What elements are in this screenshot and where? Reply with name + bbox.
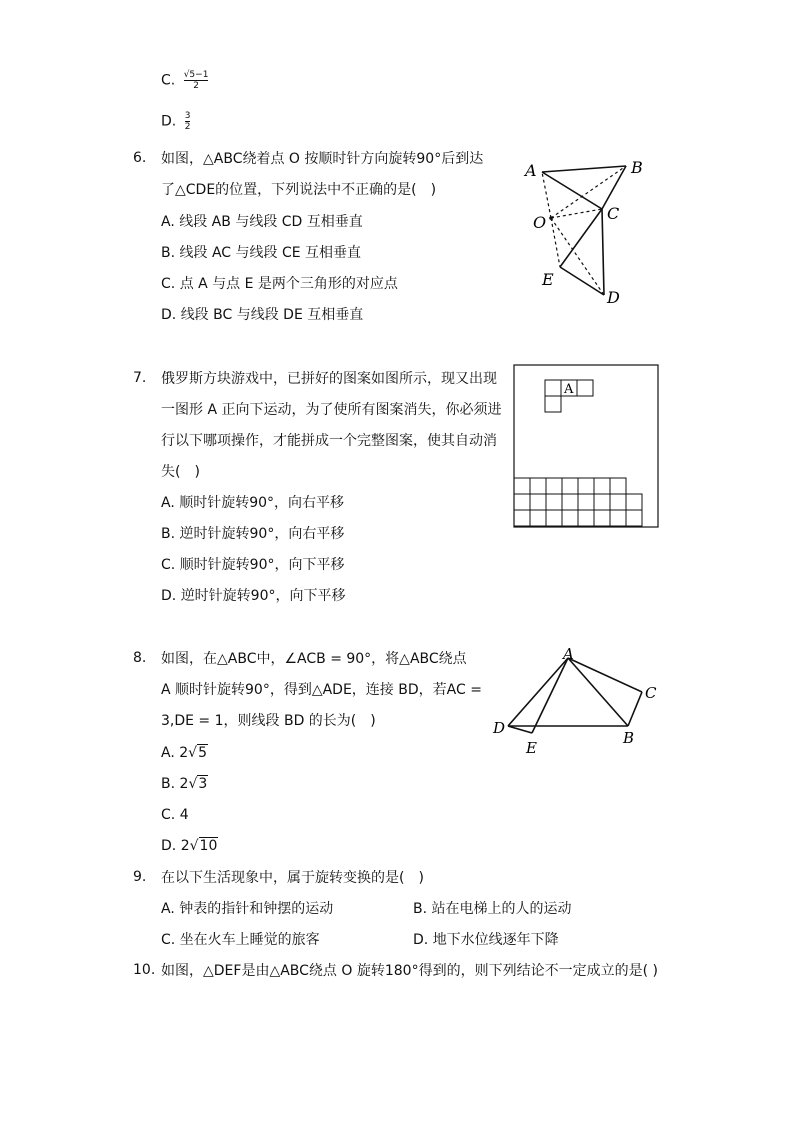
option-letter: C. — [161, 72, 176, 89]
q7-tetris-figure — [513, 364, 659, 528]
point-label: D — [607, 288, 620, 307]
question-stem: 如图，在△ABC中，∠ACB = 90°，将△ABC绕点 — [161, 651, 467, 667]
option-c[interactable]: C. 点 A 与点 E 是两个三角形的对应点 — [161, 276, 398, 292]
q6-rotation-figure — [515, 152, 655, 307]
point-label: B — [623, 729, 635, 747]
point-label: E — [526, 739, 537, 757]
point-label: O — [533, 213, 547, 232]
block-label: A — [564, 382, 574, 397]
option-d[interactable]: D. 线段 BC 与线段 DE 互相垂直 — [161, 307, 364, 323]
question-stem: 如图，△ABC绕着点 O 按顺时针方向旋转90°后到达 — [161, 151, 484, 167]
option-b[interactable]: B. 2√3 — [161, 776, 208, 792]
q5-option-c[interactable] — [161, 70, 208, 91]
fraction: $\frac{3}{2}$ — [184, 111, 191, 132]
option-d[interactable]: D. 2√10 — [161, 838, 218, 854]
fraction: $\frac{√5-1}{2}$ — [183, 70, 209, 91]
q8-rotation-figure — [490, 645, 665, 760]
option-c[interactable]: C. 坐在火车上睡觉的旅客 — [161, 932, 320, 948]
option-a[interactable]: A. 2√5 — [161, 745, 207, 761]
point-label: C — [645, 684, 657, 702]
question-stem: 失( ) — [161, 464, 200, 480]
option-a[interactable]: A. 线段 AB 与线段 CD 互相垂直 — [161, 214, 363, 230]
option-c[interactable]: C. 4 — [161, 807, 189, 823]
question-stem: 俄罗斯方块游戏中，已拼好的图案如图所示，现又出现 — [161, 371, 497, 387]
question-number: 6. — [133, 150, 147, 166]
point-label: D — [493, 719, 506, 737]
point-label: A — [563, 645, 574, 663]
question-stem: 行以下哪项操作，才能拼成一个完整图案，使其自动消 — [161, 433, 497, 449]
point-label: E — [542, 270, 554, 289]
question-number: 10. — [133, 962, 156, 978]
question-stem: 3,DE = 1，则线段 BD 的长为( ) — [161, 713, 376, 729]
option-b[interactable]: B. 逆时针旋转90°，向右平移 — [161, 526, 345, 542]
question-stem: 了△CDE的位置，下列说法中不正确的是( ) — [161, 182, 437, 198]
option-d[interactable]: D. 逆时针旋转90°，向下平移 — [161, 588, 346, 604]
option-a[interactable]: A. 顺时针旋转90°，向右平移 — [161, 495, 345, 511]
question-number: 8. — [133, 650, 147, 666]
question-number: 9. — [133, 869, 147, 885]
question-stem: 一图形 A 正向下运动，为了使所有图案消失，你必须进 — [161, 402, 502, 418]
question-number: 7. — [133, 370, 147, 386]
option-b[interactable]: B. 站在电梯上的人的运动 — [413, 901, 572, 917]
option-letter: D. — [161, 113, 177, 130]
q5-option-d[interactable] — [161, 111, 190, 132]
question-stem: 在以下生活现象中，属于旋转变换的是( ) — [161, 870, 424, 886]
point-label: C — [607, 204, 620, 223]
option-d[interactable]: D. 地下水位线逐年下降 — [413, 932, 559, 948]
point-label: A — [525, 161, 537, 180]
option-c[interactable]: C. 顺时针旋转90°，向下平移 — [161, 557, 345, 573]
point-label: B — [631, 158, 643, 177]
option-a[interactable]: A. 钟表的指针和钟摆的运动 — [161, 901, 334, 917]
option-b[interactable]: B. 线段 AC 与线段 CE 互相垂直 — [161, 245, 362, 261]
question-stem: 如图，△DEF是由△ABC绕点 O 旋转180°得到的，则下列结论不一定成立的是( ) — [161, 963, 658, 979]
question-stem: A 顺时针旋转90°，得到△ADE，连接 BD，若AC = — [161, 682, 482, 698]
